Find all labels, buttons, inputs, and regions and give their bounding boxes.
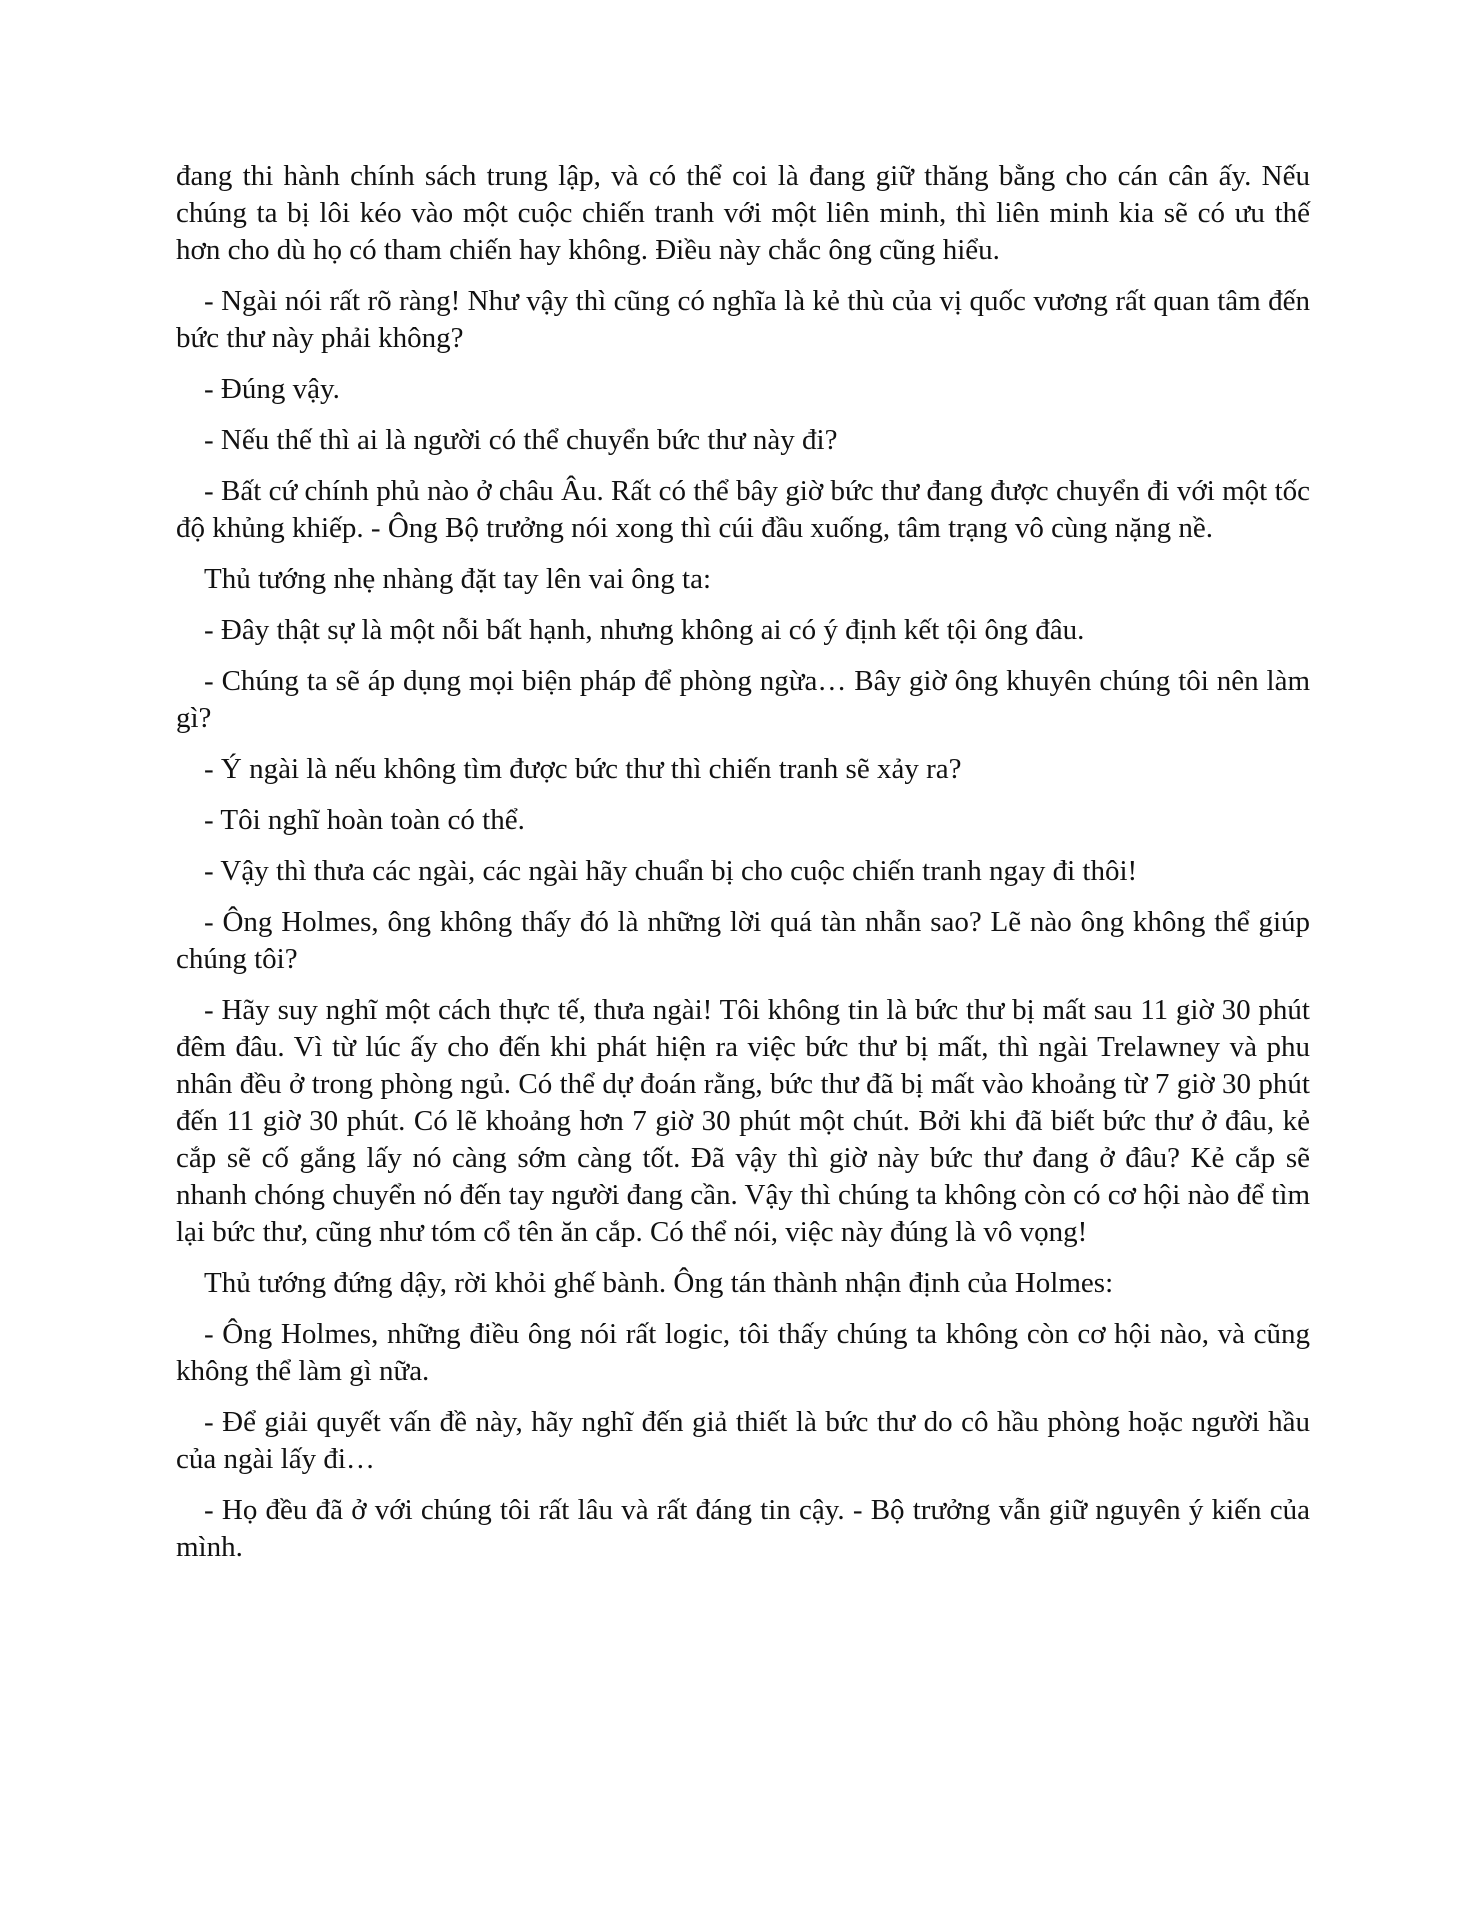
paragraph: - Ngài nói rất rõ ràng! Như vậy thì cũng có nghĩa là kẻ thù của vị quốc vương rất quan tâm đến bức thư này phải không?	[176, 285, 1310, 354]
paragraph: - Vậy thì thưa các ngài, các ngài hãy chuẩn bị cho cuộc chiến tranh ngay đi thôi!	[204, 855, 1138, 887]
paragraph: - Chúng ta sẽ áp dụng mọi biện pháp để phòng ngừa… Bây giờ ông khuyên chúng tôi nên làm gì?	[176, 665, 1310, 734]
paragraph: - Họ đều đã ở với chúng tôi rất lâu và rất đáng tin cậy. - Bộ trưởng vẫn giữ nguyên ý kiến của mình.	[176, 1494, 1310, 1563]
paragraph: Thủ tướng đứng dậy, rời khỏi ghế bành. Ông tán thành nhận định của Holmes:	[204, 1267, 1114, 1299]
paragraph: - Nếu thế thì ai là người có thể chuyển bức thư này đi?	[204, 424, 838, 456]
paragraph: đang thi hành chính sách trung lập, và có thể coi là đang giữ thăng bằng cho cán cân ấy. Nếu chúng ta bị lôi kéo vào một cuộc chiến tranh với một liên minh, thì liên minh kia sẽ có ưu thế hơn cho dù họ có tham chiến hay không. Điều này chắc ông cũng hiểu.	[176, 160, 1310, 266]
text-block	[176, 158, 1310, 1580]
paragraph: - Đây thật sự là một nỗi bất hạnh, nhưng không ai có ý định kết tội ông đâu.	[204, 614, 1085, 646]
paragraph: - Hãy suy nghĩ một cách thực tế, thưa ngài! Tôi không tin là bức thư bị mất sau 11 giờ 30 phút đêm đâu. Vì từ lúc ấy cho đến khi phát hiện ra việc bức thư bị mất, thì ngài Trelawney và phu nhân đều ở trong phòng ngủ. Có thể dự đoán rằng, bức thư đã bị mất vào khoảng từ 7 giờ 30 phút đến 11 giờ 30 phút. Có lẽ khoảng hơn 7 giờ 30 phút một chút. Bởi khi đã biết bức thư ở đâu, kẻ cắp sẽ cố gắng lấy nó càng sớm càng tốt. Đã vậy thì giờ này bức thư đang ở đâu? Kẻ cắp sẽ nhanh chóng chuyển nó đến tay người đang cần. Vậy thì chúng ta không còn có cơ hội nào để tìm lại bức thư, cũng như tóm cổ tên ăn cắp. Có thể nói, việc này đúng là vô vọng!	[176, 994, 1310, 1248]
paragraph: - Ý ngài là nếu không tìm được bức thư thì chiến tranh sẽ xảy ra?	[204, 753, 962, 785]
paragraph: - Tôi nghĩ hoàn toàn có thể.	[204, 804, 525, 836]
paragraph: - Để giải quyết vấn đề này, hãy nghĩ đến giả thiết là bức thư do cô hầu phòng hoặc người hầu của ngài lấy đi…	[176, 1406, 1310, 1475]
paragraph: - Bất cứ chính phủ nào ở châu Âu. Rất có thể bây giờ bức thư đang được chuyển đi với một tốc độ khủng khiếp. - Ông Bộ trưởng nói xong thì cúi đầu xuống, tâm trạng vô cùng nặng nề.	[176, 475, 1310, 544]
paragraph: - Ông Holmes, những điều ông nói rất logic, tôi thấy chúng ta không còn cơ hội nào, và cũng không thể làm gì nữa.	[176, 1318, 1310, 1387]
paragraph: - Ông Holmes, ông không thấy đó là những lời quá tàn nhẫn sao? Lẽ nào ông không thể giúp chúng tôi?	[176, 906, 1310, 975]
paragraph: - Đúng vậy.	[204, 373, 340, 405]
paragraph: Thủ tướng nhẹ nhàng đặt tay lên vai ông ta:	[204, 563, 712, 595]
